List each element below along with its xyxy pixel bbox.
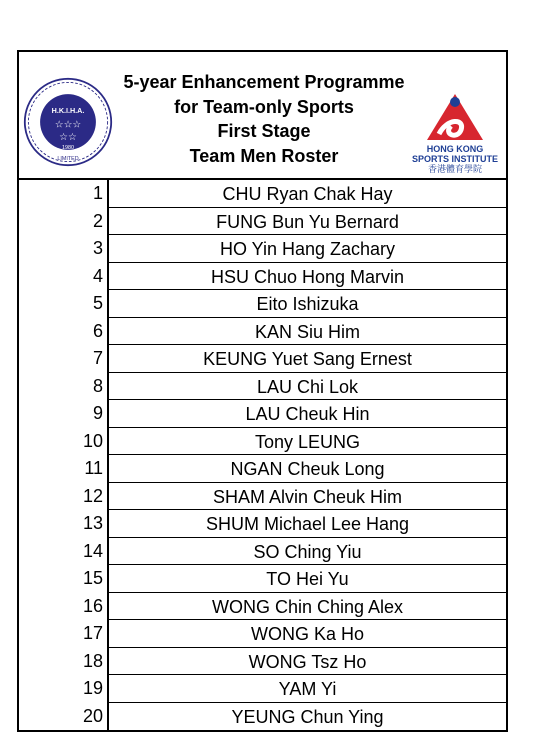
player-number: 4 — [92, 265, 103, 286]
player-number: 7 — [92, 348, 103, 368]
table-row — [19, 565, 506, 593]
player-number: 19 — [82, 678, 103, 698]
hksi-line2: SPORTS INSTITUTE — [411, 154, 499, 164]
table-row — [19, 290, 506, 318]
table-row — [19, 483, 506, 511]
table-row — [19, 620, 506, 648]
player-name: SO Ching Yiu — [107, 538, 506, 566]
table-row — [19, 400, 506, 428]
table-row — [19, 455, 506, 483]
player-name: HSU Chuo Hong Marvin — [107, 263, 506, 291]
player-name: SHAM Alvin Cheuk Him — [107, 483, 506, 511]
title-line-3: First Stage — [217, 121, 311, 141]
table-row — [19, 263, 506, 291]
title-line-4: Team Men Roster — [189, 145, 339, 166]
player-number: 10 — [82, 430, 103, 451]
table-row — [19, 235, 506, 263]
roster-table — [19, 180, 506, 730]
player-number: 12 — [82, 485, 103, 506]
player-name: KEUNG Yuet Sang Ernest — [107, 345, 506, 373]
player-name: TO Hei Yu — [107, 565, 506, 593]
player-name: Tony LEUNG — [107, 428, 506, 456]
player-name: HO Yin Hang Zachary — [107, 235, 506, 263]
roster-header — [19, 52, 506, 180]
player-name: YAM Yi — [107, 675, 506, 703]
table-row — [19, 703, 506, 731]
title-line-1: 5-year Enhancement Programme — [123, 72, 405, 92]
player-name: YEUNG Chun Ying — [107, 703, 506, 731]
table-row — [19, 510, 506, 538]
table-row — [19, 648, 506, 676]
hksi-logo — [409, 90, 501, 174]
player-number: 3 — [92, 238, 103, 258]
hksi-chinese: 香港體育學院 — [427, 165, 483, 174]
roster-sheet — [17, 50, 508, 732]
roster-title — [99, 70, 429, 168]
player-name: WONG Chin Ching Alex — [107, 593, 506, 621]
player-number: 15 — [82, 568, 103, 588]
player-number: 17 — [82, 623, 103, 643]
hkiha-bottom-text: LIMITED — [57, 155, 79, 162]
hksi-line1: HONG KONG — [426, 144, 484, 154]
table-row — [19, 373, 506, 401]
player-number: 13 — [82, 513, 103, 533]
player-number: 20 — [82, 705, 103, 726]
title-line-2: for Team-only Sports — [174, 96, 354, 117]
player-name: WONG Ka Ho — [107, 620, 506, 648]
player-number: 14 — [82, 540, 103, 561]
table-row — [19, 538, 506, 566]
player-number: 9 — [92, 403, 103, 423]
table-row — [19, 345, 506, 373]
player-name: NGAN Cheuk Long — [107, 455, 506, 483]
player-name: FUNG Bun Yu Bernard — [107, 208, 506, 236]
table-row — [19, 593, 506, 621]
player-number: 5 — [92, 293, 103, 313]
player-name: WONG Tsz Ho — [107, 648, 506, 676]
hkiha-year: 1980 — [62, 145, 74, 151]
player-number: 18 — [82, 650, 103, 671]
player-number: 8 — [92, 375, 103, 396]
player-number: 6 — [92, 320, 103, 341]
table-row — [19, 318, 506, 346]
hkiha-stars-row1: ☆☆☆ — [54, 119, 82, 131]
hkiha-stars-row2: ☆☆ — [59, 132, 77, 143]
table-row — [19, 180, 506, 208]
table-row — [19, 208, 506, 236]
player-name: CHU Ryan Chak Hay — [107, 180, 506, 208]
table-row — [19, 675, 506, 703]
player-name: SHUM Michael Lee Hang — [107, 510, 506, 538]
player-number: 11 — [84, 458, 103, 478]
player-name: Eito Ishizuka — [107, 290, 506, 318]
player-number: 2 — [92, 210, 103, 231]
player-number: 1 — [92, 183, 103, 203]
player-name: KAN Siu Him — [107, 318, 506, 346]
player-name: LAU Cheuk Hin — [107, 400, 506, 428]
table-row — [19, 428, 506, 456]
player-number: 16 — [82, 595, 103, 616]
player-name: LAU Chi Lok — [107, 373, 506, 401]
hkiha-initials: H.K.I.H.A. — [51, 106, 85, 115]
